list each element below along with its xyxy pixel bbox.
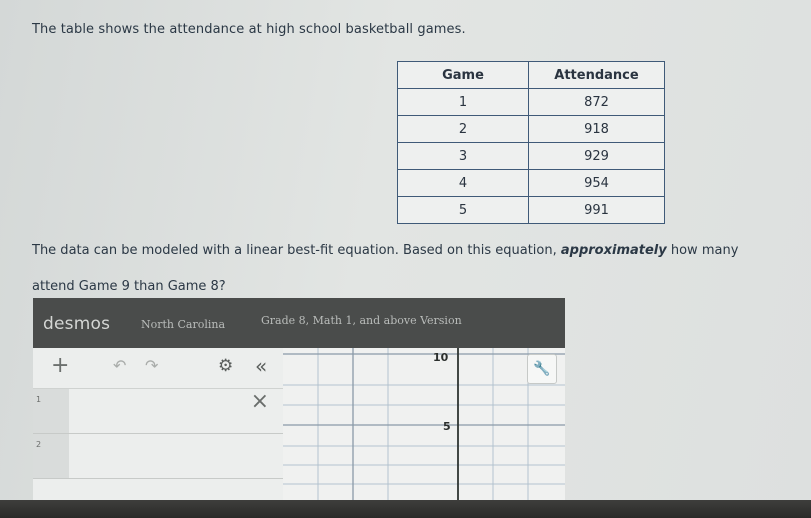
- column-header-game: Game: [398, 62, 529, 89]
- game-cell: 5: [398, 197, 529, 224]
- game-cell: 4: [398, 170, 529, 197]
- version-label: Grade 8, Math 1, and above Version: [261, 314, 462, 327]
- expression-number: 1: [33, 389, 69, 433]
- graph-paper[interactable]: [283, 348, 565, 500]
- question-text-line2: attend Game 9 than Game 8?: [32, 279, 226, 294]
- question-text: [32, 243, 738, 258]
- attendance-cell: 954: [529, 170, 665, 197]
- y-tick-label: 10: [433, 351, 449, 364]
- question-prompt: The table shows the attendance at high school basketball games.: [32, 22, 466, 37]
- table-row: [398, 143, 665, 170]
- expression-number: 2: [33, 434, 69, 478]
- calculator-header: [33, 298, 565, 348]
- table-header-row: [398, 62, 665, 89]
- desmos-calculator: [33, 298, 565, 500]
- delete-expression-icon[interactable]: ×: [250, 389, 269, 414]
- game-cell: 3: [398, 143, 529, 170]
- y-tick-label: 5: [443, 420, 451, 433]
- question-text-part1: The data can be modeled with a linear best-fit equation. Based on this equation,: [32, 243, 561, 258]
- state-label: North Carolina: [141, 318, 226, 331]
- attendance-cell: 929: [529, 143, 665, 170]
- graph-grid: [283, 348, 565, 500]
- table-row: [398, 116, 665, 143]
- game-cell: 2: [398, 116, 529, 143]
- table-row: [398, 89, 665, 116]
- graph-settings-wrench-icon[interactable]: 🔧: [527, 354, 557, 384]
- table-row: [398, 197, 665, 224]
- game-cell: 1: [398, 89, 529, 116]
- attendance-cell: 872: [529, 89, 665, 116]
- attendance-cell: 918: [529, 116, 665, 143]
- expression-panel: [33, 348, 284, 500]
- settings-gear-icon[interactable]: ⚙: [218, 356, 234, 376]
- table-row: [398, 170, 665, 197]
- attendance-table: [397, 61, 665, 224]
- column-header-attendance: Attendance: [529, 62, 665, 89]
- collapse-list-button[interactable]: «: [255, 354, 268, 378]
- expression-row[interactable]: [33, 389, 283, 434]
- expression-toolbar: [33, 348, 283, 389]
- expression-row[interactable]: [33, 434, 283, 479]
- question-text-part2: how many: [666, 243, 739, 258]
- monitor-bezel: [0, 500, 811, 518]
- add-expression-button[interactable]: +: [51, 353, 70, 378]
- desmos-logo: desmos: [43, 314, 111, 334]
- undo-button[interactable]: ↶: [113, 356, 127, 375]
- redo-button[interactable]: ↷: [145, 356, 159, 375]
- question-emphasis: approximately: [560, 243, 667, 258]
- attendance-cell: 991: [529, 197, 665, 224]
